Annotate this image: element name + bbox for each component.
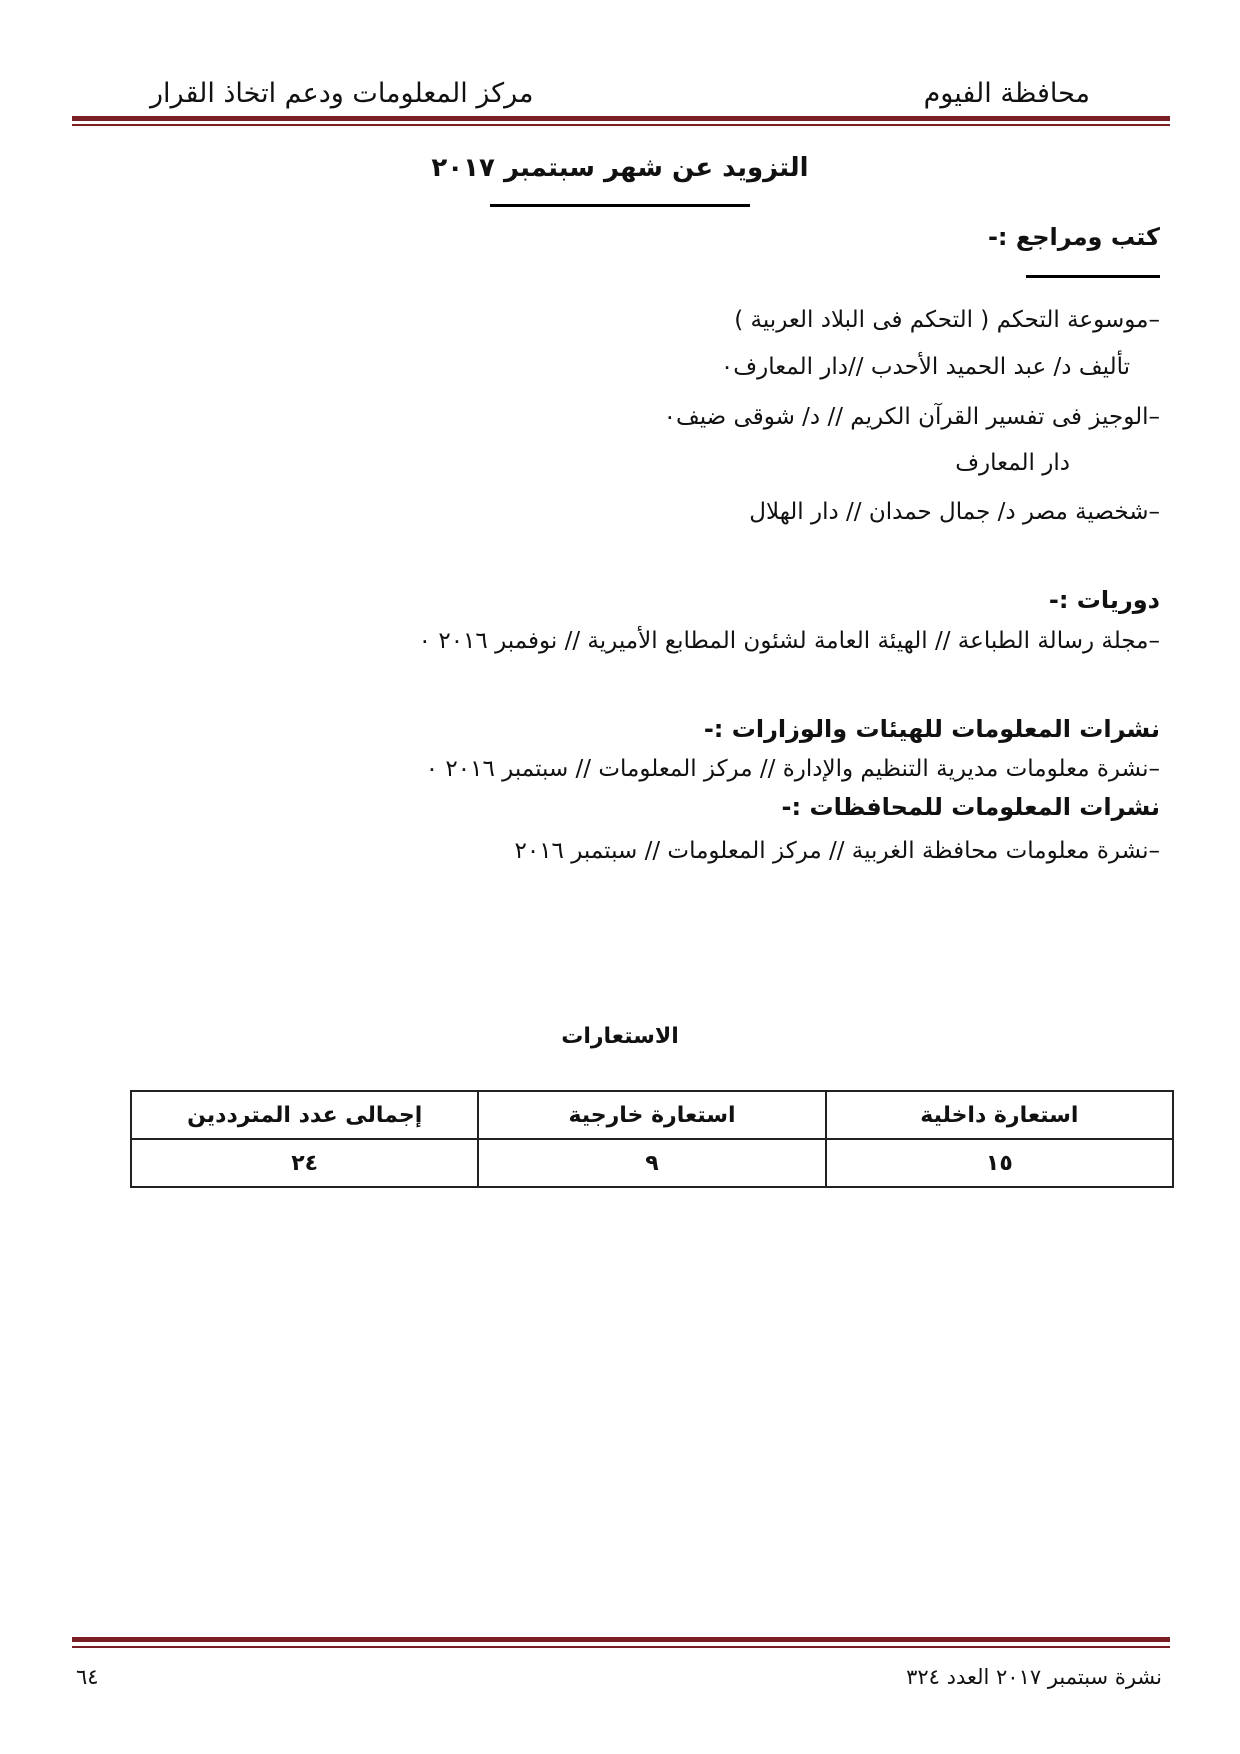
loans-header-total: إجمالى عدد المترددين [131, 1091, 478, 1139]
periodicals-heading: دوريات :- [1048, 586, 1160, 614]
loans-header-internal: استعارة داخلية [826, 1091, 1173, 1139]
book-line: دار المعارف [955, 450, 1070, 476]
loans-value-internal: ١٥ [826, 1139, 1173, 1187]
loans-label: الاستعارات [561, 1024, 679, 1049]
footer-issue: نشرة سبتمبر ٢٠١٧ العدد ٣٢٤ [906, 1665, 1162, 1689]
footer-page-number: ٦٤ [76, 1665, 99, 1689]
header-governorate: محافظة الفيوم [923, 78, 1090, 109]
header-rule-thick [72, 116, 1170, 121]
book-line: تأليف د/ عبد الحميد الأحدب //دار المعارف٠ [720, 354, 1130, 380]
header-rule-thin [72, 124, 1170, 126]
ministry-bulletins-heading: نشرات المعلومات للهيئات والوزارات :- [703, 715, 1160, 743]
loans-header-external: استعارة خارجية [478, 1091, 825, 1139]
footer-rule-thin [72, 1646, 1170, 1648]
header-center-name: مركز المعلومات ودعم اتخاذ القرار [150, 78, 534, 109]
title-underline [490, 204, 750, 207]
book-line: –شخصية مصر د/ جمال حمدان // دار الهلال [749, 499, 1160, 525]
loans-value-external: ٩ [478, 1139, 825, 1187]
periodical-line: –مجلة رسالة الطباعة // الهيئة العامة لشئون المطابع الأميرية // نوفمبر ٢٠١٦ ٠ [418, 628, 1160, 654]
ministry-bulletin-line: –نشرة معلومات مديرية التنظيم والإدارة // مركز المعلومات // سبتمبر ٢٠١٦ ٠ [425, 756, 1160, 782]
governorate-bulletin-line: –نشرة معلومات محافظة الغربية // مركز المعلومات // سبتمبر ٢٠١٦ [514, 838, 1160, 864]
books-heading-underline [1026, 275, 1160, 278]
loans-value-total: ٢٤ [131, 1139, 478, 1187]
loans-header-row [131, 1091, 1173, 1139]
governorate-bulletins-heading: نشرات المعلومات للمحافظات :- [781, 793, 1160, 821]
loans-table [130, 1090, 1174, 1188]
books-heading: كتب ومراجع :- [987, 223, 1160, 251]
book-line: –الوجيز فى تفسير القرآن الكريم // د/ شوقى ضيف٠ [663, 404, 1160, 430]
book-line: –موسوعة التحكم ( التحكم فى البلاد العربية ) [734, 307, 1160, 333]
loans-values-row [131, 1139, 1173, 1187]
footer-rule-thick [72, 1637, 1170, 1642]
page-title: التزويد عن شهر سبتمبر ٢٠١٧ [431, 153, 809, 183]
